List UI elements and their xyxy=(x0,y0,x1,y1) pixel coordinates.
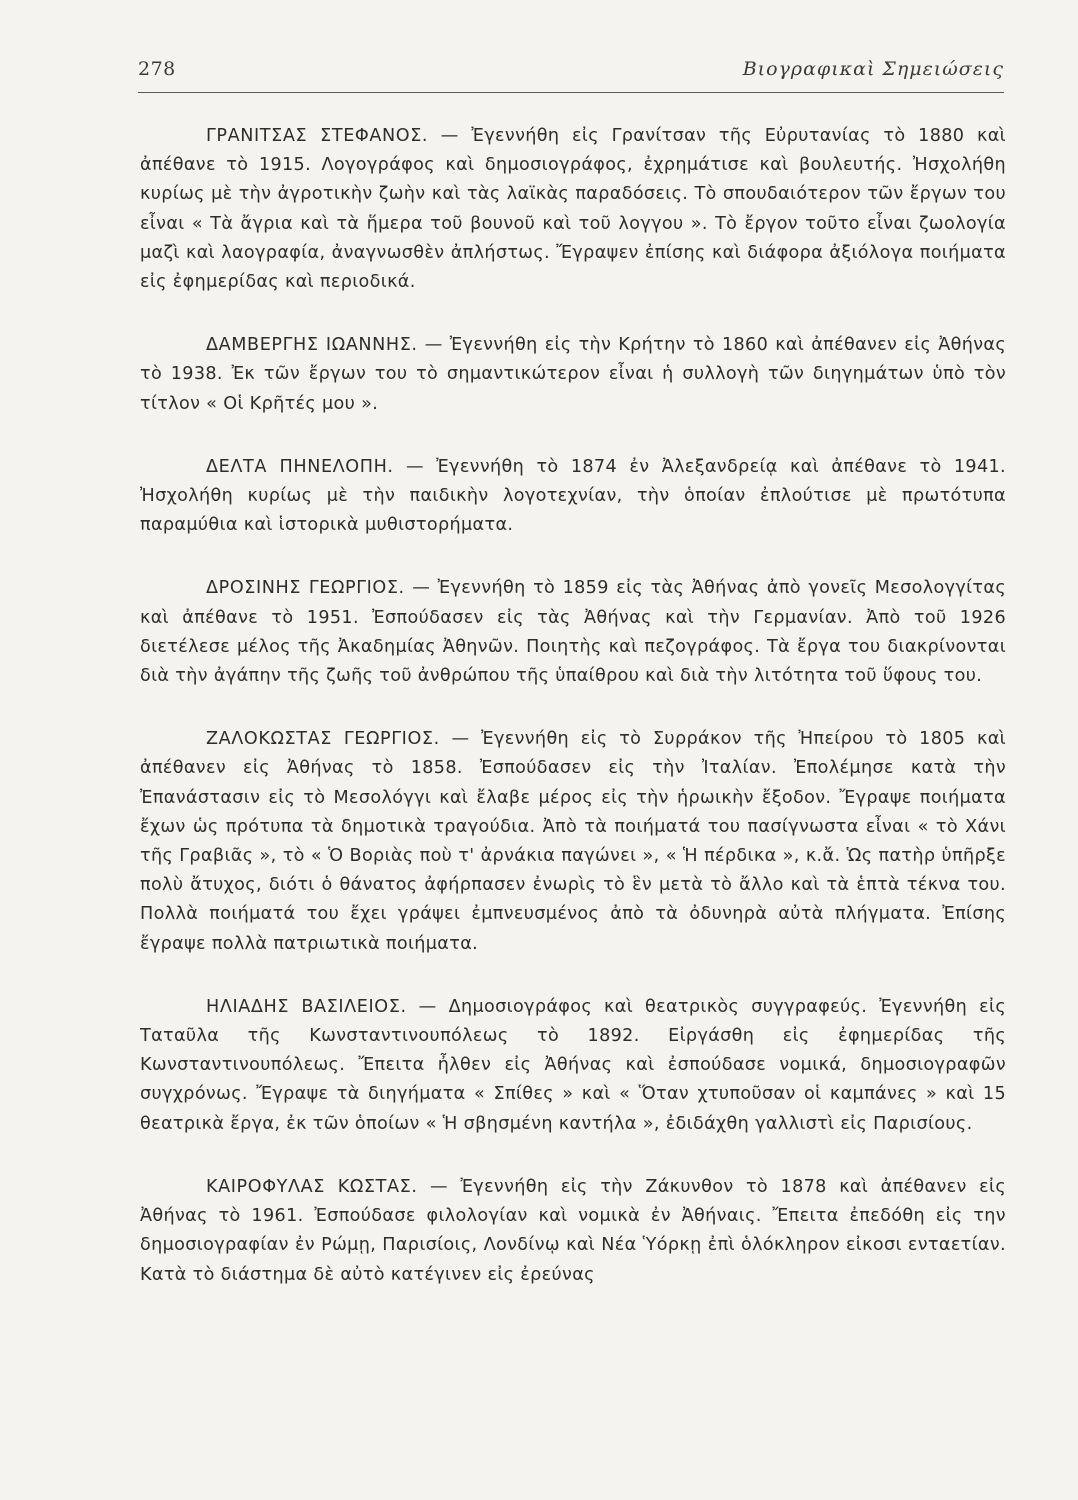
entry-damvergis xyxy=(140,331,1006,419)
entry-name: ΔΑΜΒΕΡΓΗΣ ΙΩΑΝΝΗΣ. xyxy=(206,335,418,356)
entry-name: ΔΡΟΣΙΝΗΣ ΓΕΩΡΓΙΟΣ. xyxy=(206,578,405,599)
entry-text: — Ἐγεννήθη εἰς Γρανίτσαν τῆς Εὐρυτανίας τὸ 1880 καὶ ἀπέθανε τὸ 1915. Λογογράφος καὶ δημοσιογράφος, ἐχρημάτισε καὶ βουλευτής. Ἠσχολήθη κυρίως μὲ τὴν ἀγροτικὴν ζωὴν καὶ τὰς λαϊκὰς παραδόσεις. Τὸ σπουδαιότερον τῶν ἔργων του εἶναι « Τὰ ἄγρια καὶ τὰ ἥμερα τοῦ βουνοῦ καὶ τοῦ λογγου ». Τὸ ἔργον τοῦτο εἶναι ζωολογία μαζὶ καὶ λαογραφία, ἀναγνωσθὲν ἀπλήστως. Ἔγραψεν ἐπίσης καὶ διάφορα ἀξιόλογα ποιήματα εἰς ἐφημερίδας καὶ περιοδικά. xyxy=(140,126,1006,293)
entry-text: — Ἐγεννήθη τὸ 1874 ἐν Ἀλεξανδρείᾳ καὶ ἀπέθανε τὸ 1941. Ἠσχολήθη κυρίως μὲ τὴν παιδικὴν λογοτεχνίαν, τὴν ὁποίαν ἐπλούτισε μὲ πρωτότυπα παραμύθια καὶ ἱστορικὰ μυθιστορήματα. xyxy=(140,456,1006,536)
entry-name: ΔΕΛΤΑ ΠΗΝΕΛΟΠΗ. xyxy=(206,456,394,477)
entry-text: — Ἐγεννήθη τὸ 1859 εἰς τὰς Ἀθήνας ἀπὸ γονεῖς Μεσολογγίτας καὶ ἀπέθανε τὸ 1951. Ἐσπούδασεν εἰς τὰς Ἀθήνας καὶ τὴν Γερμανίαν. Ἀπὸ τοῦ 1926 διετέλεσε μέλος τῆς Ἀκαδημίας Ἀθηνῶν. Ποιητὴς καὶ πεζογράφος. Τὰ ἔργα του διακρίνονται διὰ τὴν ἀγάπην τῆς ζωῆς τοῦ ἀνθρώπου τῆς ὑπαίθρου καὶ διὰ τὴν λιτότητα τοῦ ὕφους του. xyxy=(140,578,1006,687)
entry-drosinis xyxy=(140,574,1006,691)
entry-kairofylas xyxy=(140,1173,1006,1290)
entry-text: — Ἐγεννήθη εἰς τὴν Κρήτην τὸ 1860 καὶ ἀπέθανεν εἰς Ἀθήνας τὸ 1938. Ἐκ τῶν ἔργων του τὸ σημαντικώτερον εἶναι ἡ συλλογὴ τῶν διηγημάτων ὑπὸ τὸν τίτλον « Οἱ Κρῆτές μου ». xyxy=(140,335,1006,414)
entry-name: ΓΡΑΝΙΤΣΑΣ ΣΤΕΦΑΝΟΣ. xyxy=(206,126,429,146)
page-header xyxy=(138,58,1004,93)
biographical-entries xyxy=(140,122,1006,1324)
entry-zalokostas xyxy=(140,725,1006,959)
running-head: Βιογραφικαὶ Σημειώσεις xyxy=(742,58,1004,80)
entry-text: — Ἐγεννήθη εἰς τὸ Συρράκον τῆς Ἠπείρου τὸ 1805 καὶ ἀπέθανεν εἰς Ἀθήνας τὸ 1858. Ἐσπούδασεν εἰς τὴν Ἰταλίαν. Ἐπολέμησε κατὰ τὴν Ἐπανάστασιν εἰς τὸ Μεσολόγγι καὶ ἔλαβε μέρος εἰς τὴν ἡρωικὴν ἔξοδον. Ἔγραψε ποιήματα ἔχων ὡς πρότυπα τὰ δημοτικὰ τραγούδια. Ἀπὸ τὰ ποιήματά του πασίγνωστα εἶναι « τὸ Χάνι τῆς Γραβιᾶς », τὸ « Ὁ Βοριὰς ποὺ τ' ἀρνάκια παγώνει », « Ἡ πέρδικα », κ.ἄ. Ὡς πατὴρ ὑπῆρξε πολὺ ἄτυχος, διότι ὁ θάνατος ἀφήρπασεν ἐνωρὶς τὸ ἓν μετὰ τὸ ἄλλο καὶ τὰ ἑπτὰ τέκνα του. Πολλὰ ποιήματά του ἔχει γράψει ἐμπνευσμένος ἀπὸ τὰ ὀδυνηρὰ αὐτὰ πλήγματα. Ἐπίσης ἔγραψε πολλὰ πατριωτικὰ ποιήματα. xyxy=(140,729,1006,954)
entry-name: ΗΛΙΑΔΗΣ ΒΑΣΙΛΕΙΟΣ. xyxy=(206,996,407,1017)
entry-text: — Δημοσιογράφος καὶ θεατρικὸς συγγραφεύς. Ἐγεννήθη εἰς Ταταῦλα τῆς Κωνσταντινουπόλεως τὸ 1892. Εἰργάσθη εἰς ἐφημερίδας τῆς Κωνσταντινουπόλεως. Ἔπειτα ἦλθεν εἰς Ἀθήνας καὶ ἐσπούδασε νομικά, δημοσιογραφῶν συγχρόνως. Ἔγραψε τὰ διηγήματα « Σπίθες » καὶ « Ὅταν χτυποῦσαν οἱ καμπάνες » καὶ 15 θεατρικὰ ἔργα, ἐκ τῶν ὁποίων « Ἡ σβησμένη καντήλα », ἐδιδάχθη γαλλιστὶ εἰς Παρισίους. xyxy=(140,996,1006,1134)
entry-name: ΚΑΙΡΟΦΥΛΑΣ ΚΩΣΤΑΣ. xyxy=(206,1176,418,1197)
entry-name: ΖΑΛΟΚΩΣΤΑΣ ΓΕΩΡΓΙΟΣ. xyxy=(206,729,440,750)
page-number: 278 xyxy=(138,58,176,80)
entry-granitsas xyxy=(140,122,1006,297)
entry-iliadis xyxy=(140,993,1006,1139)
entry-delta xyxy=(140,453,1006,541)
entry-text: — Ἐγεννήθη εἰς τὴν Ζάκυνθον τὸ 1878 καὶ ἀπέθανεν εἰς Ἀθήνας τὸ 1961. Ἐσπούδασε φιλολογίαν καὶ νομικὰ ἐν Ἀθήναις. Ἔπειτα ἐπεδόθη εἰς την δημοσιογραφίαν ἐν Ρώμῃ, Παρισίοις, Λονδίνῳ καὶ Νέα Ὑόρκῃ ἐπὶ ὁλόκληρον εἰκοσι ενταετίαν. Κατὰ τὸ διάστημα δὲ αὐτὸ κατέγινεν εἰς ἐρεύνας xyxy=(140,1176,1007,1285)
